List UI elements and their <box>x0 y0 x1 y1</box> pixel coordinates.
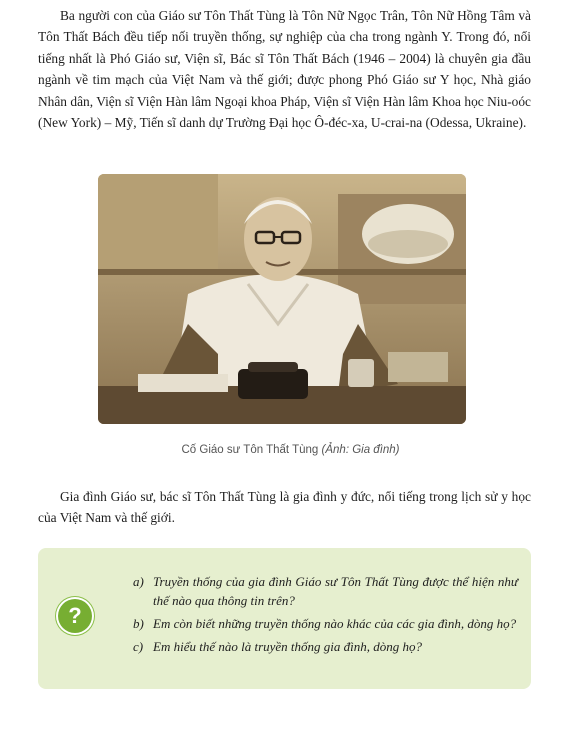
question-item-b <box>133 614 518 633</box>
question-box <box>38 548 531 689</box>
caption-text: Cố Giáo sư Tôn Thất Tùng <box>181 444 319 456</box>
question-icon <box>58 599 92 633</box>
photo-caption <box>0 444 581 456</box>
question-list <box>133 572 518 660</box>
question-item-c <box>133 637 518 656</box>
portrait-photo-drawing <box>98 174 466 424</box>
question-mark-c: c) <box>133 639 144 654</box>
question-text-a: Truyền thống của gia đình Giáo sư Tôn Thất Tùng được thể hiện như thế nào qua thông tin trên? <box>153 574 518 608</box>
family-paragraph: Gia đình Giáo sư, bác sĩ Tôn Thất Tùng là gia đình y đức, nổi tiếng trong lịch sử y học của Việt Nam và thế giới. <box>38 489 531 526</box>
photo-credit: (Ảnh: Gia đình) <box>321 444 400 456</box>
question-text-b: Em còn biết những truyền thống nào khác của các gia đình, dòng họ? <box>153 616 517 631</box>
question-mark-a: a) <box>133 574 144 589</box>
intro-paragraph: Ba người con của Giáo sư Tôn Thất Tùng là Tôn Nữ Ngọc Trân, Tôn Nữ Hồng Tâm và Tôn Thất Bách đều tiếp nối truyền thống, sự nghiệp của cha trong ngành Y. Trong đó, nổi tiếng nhất là Phó Giáo sư, Viện sĩ, Bác sĩ Tôn Thất Bách (1946 – 2004) là chuyên gia đầu ngành về tim mạch của Việt Nam và thế giới; được phong Phó Giáo sư Y học, Nhà giáo Nhân dân, Viện sĩ Viện Hàn lâm Ngoại khoa Pháp, Viện sĩ Viện Hàn lâm Khoa học Niu-oóc (New York) – Mỹ, Tiến sĩ danh dự Trường Đại học Ô-đéc-xa, U-crai-na (Odessa, Ukraine). <box>38 8 531 131</box>
question-mark-b: b) <box>133 616 144 631</box>
portrait-photo <box>98 174 466 424</box>
question-text-c: Em hiểu thế nào là truyền thống gia đình, dòng họ? <box>153 639 423 654</box>
question-item-a <box>133 572 518 610</box>
question-icon-glyph: ? <box>68 603 82 628</box>
